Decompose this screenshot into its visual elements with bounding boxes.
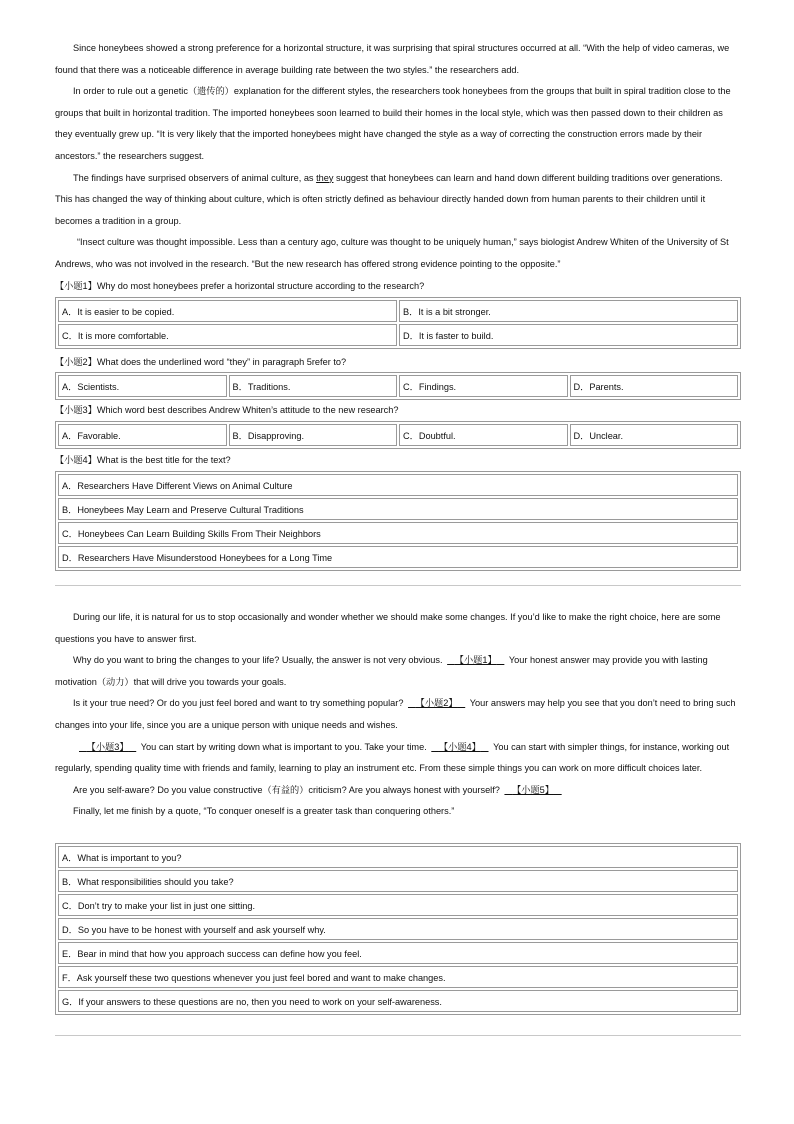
option-b[interactable]: B．Traditions.	[229, 375, 398, 397]
blank-label: 【小题5】	[512, 784, 554, 795]
blank-label: 【小题3】	[86, 741, 129, 752]
text: Are you self-aware? Do you value constructive（有益的）criticism? Are you always honest with yourself?	[73, 784, 503, 795]
option-d[interactable]: D．Unclear.	[570, 424, 739, 446]
option-c[interactable]: C．Don’t try to make your list in just one sitting.	[58, 894, 738, 916]
passage-2	[55, 607, 741, 823]
question-4-stem: 【小题4】What is the best title for the text?	[55, 455, 231, 465]
blank-label: 【小题1】	[454, 655, 497, 666]
passage-1	[55, 38, 741, 297]
blank-5	[502, 785, 563, 795]
paragraph: Since honeybees showed a strong preference for a horizontal structure, it was surprising that spiral structures occurred at all. “With the help of video cameras, we found that there was a noticeable difference in average building rate between the two styles.” the researchers add.	[55, 43, 730, 75]
text: Your answers may help you see that you don’t need to bring such changes into your life, since you are a unique person with unique needs and wishes.	[55, 698, 736, 730]
option-a[interactable]: A．Favorable.	[58, 424, 227, 446]
option-c[interactable]: C．It is more comfortable.	[58, 324, 397, 346]
question-2-stem: 【小题2】What does the underlined word “they” in paragraph 5refer to?	[55, 357, 347, 367]
option-d[interactable]: D．Parents.	[570, 375, 739, 397]
underlined-word: they	[316, 172, 334, 183]
blank-1	[445, 655, 506, 665]
question-3-stem: 【小题3】Which word best describes Andrew Whiten’s attitude to the new research?	[55, 405, 399, 415]
blank-2	[406, 698, 467, 708]
text: You can start by writing down what is important to you. Take your time.	[138, 741, 430, 752]
option-b[interactable]: B．It is a bit stronger.	[399, 300, 738, 322]
blank-label: 【小题4】	[438, 741, 481, 752]
option-a[interactable]: A．It is easier to be copied.	[58, 300, 397, 322]
option-a[interactable]: A．Scientists.	[58, 375, 227, 397]
question-4-options	[55, 471, 741, 571]
option-a[interactable]: A．Researchers Have Different Views on Animal Culture	[58, 474, 738, 496]
section-divider	[55, 585, 741, 586]
section-divider	[55, 1035, 741, 1036]
paragraph: In order to rule out a genetic（遗传的）explanation for the different styles, the researchers took honeybees from the groups that built in spiral tradition close to the groups that built in horizontal tradition. The imported honeybees soon learned to build their homes in the local style, which was then passed down to their children as they eventually grew up. “It is very likely that the imported honeybees might have changed the style as a way of correcting the construction errors made by their ancestors.” the researchers suggest.	[55, 86, 731, 161]
paragraph	[55, 737, 741, 780]
blank-3	[77, 742, 138, 752]
paragraph	[55, 780, 741, 802]
text: Why do you want to bring the changes to your life? Usually, the answer is not very obvious.	[73, 655, 446, 666]
question-3-options	[55, 421, 741, 449]
option-c[interactable]: C．Findings.	[399, 375, 568, 397]
option-b[interactable]: B．Disapproving.	[229, 424, 398, 446]
paragraph: Finally, let me finish by a quote, “To conquer oneself is a greater task than conquering others.”	[73, 806, 455, 817]
paragraph: “Insect culture was thought impossible. Less than a century ago, culture was thought to be uniquely human,” says biologist Andrew Whiten of the University of St Andrews, who was not involved in the research. “But the new research has offered strong evidence pointing to the opposite.”	[55, 237, 729, 269]
option-a[interactable]: A．What is important to you?	[58, 846, 738, 868]
text: The findings have surprised observers of animal culture, as	[73, 172, 317, 183]
option-b[interactable]: B．Honeybees May Learn and Preserve Cultural Traditions	[58, 498, 738, 520]
paragraph	[55, 650, 741, 693]
option-b[interactable]: B．What responsibilities should you take?	[58, 870, 738, 892]
option-d[interactable]: D．Researchers Have Misunderstood Honeybees for a Long Time	[58, 546, 738, 568]
option-f[interactable]: F．Ask yourself these two questions whenever you just feel bored and want to make changes.	[58, 966, 738, 988]
option-c[interactable]: C．Doubtful.	[399, 424, 568, 446]
text: Your honest answer may provide you with lasting motivation（动力）that will drive you towards your goals.	[55, 655, 708, 687]
option-d[interactable]: D．So you have to be honest with yourself and ask yourself why.	[58, 918, 738, 940]
text: suggest that honeybees can learn and hand down different building traditions over generations. This has changed the way of thinking about culture, which is often strictly defined as behaviour directly handed down from human parents to their children until it becomes a tradition in a group.	[55, 172, 723, 226]
question-1-options	[55, 297, 741, 349]
option-g[interactable]: G．If your answers to these questions are no, then you need to work on your self-awareness.	[58, 990, 738, 1012]
text: Is it your true need? Or do you just feel bored and want to try something popular?	[73, 698, 406, 709]
option-c[interactable]: C．Honeybees Can Learn Building Skills From Their Neighbors	[58, 522, 738, 544]
paragraph-findings	[55, 168, 741, 233]
paragraph: During our life, it is natural for us to stop occasionally and wonder whether we should make some changes. If you’d like to make the right choice, here are some questions you have to answer first.	[55, 612, 721, 644]
blank-4	[429, 742, 490, 752]
blank-label: 【小题2】	[415, 698, 458, 709]
passage-2-options	[55, 843, 741, 1015]
question-2-options	[55, 372, 741, 400]
paragraph	[55, 693, 741, 736]
question-1-stem: 【小题1】Why do most honeybees prefer a horizontal structure according to the research?	[55, 280, 425, 291]
text: You can start with simpler things, for instance, working out regularly, spending quality time with friends and family, learning to play an instrument etc. From these simple things you can work on more difficult choices later.	[55, 741, 730, 774]
option-e[interactable]: E．Bear in mind that how you approach success can define how you feel.	[58, 942, 738, 964]
option-d[interactable]: D．It is faster to build.	[399, 324, 738, 346]
